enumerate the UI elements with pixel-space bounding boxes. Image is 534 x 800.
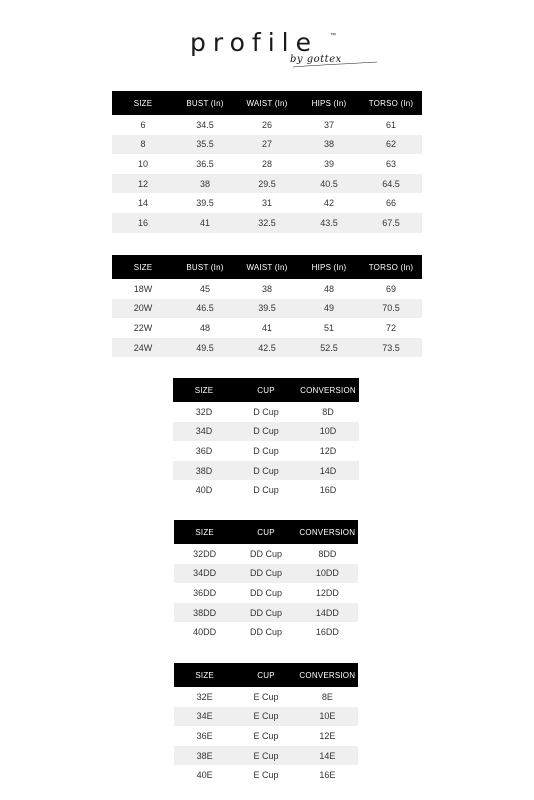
table-row: [174, 687, 358, 707]
table-cell: E Cup: [235, 707, 296, 727]
table-cell: 18W: [133, 283, 153, 294]
table-cell: E Cup: [253, 770, 279, 781]
table-cell: 10D: [297, 422, 359, 442]
header-row: [173, 378, 359, 402]
brand-name: profile: [190, 28, 318, 57]
column-header: HIPS (In): [298, 255, 360, 279]
size-chart-womens: [112, 255, 422, 357]
table-row: [174, 726, 358, 746]
column-header: HIPS (In): [298, 91, 360, 115]
table-row: [174, 707, 358, 727]
column-header: BUST (In): [174, 255, 236, 279]
column-header: SIZE: [112, 91, 174, 115]
cup-chart-dd: [174, 520, 358, 642]
size-chart-misses: [112, 91, 422, 233]
table-row: [112, 299, 422, 319]
table-row: [112, 135, 422, 155]
table-row: [174, 564, 358, 584]
table-row: [173, 461, 359, 481]
table-cell: 45: [199, 283, 210, 294]
column-header: SIZE: [174, 520, 235, 544]
table-cell: DD Cup: [249, 627, 282, 638]
table-row: [174, 622, 358, 642]
table-cell: 62: [360, 135, 422, 155]
table-cell: 10: [137, 158, 148, 169]
column-header: CUP: [235, 378, 297, 402]
table-cell: 14DD: [297, 603, 358, 623]
table-cell: E Cup: [253, 730, 279, 741]
table-row: [174, 765, 358, 785]
table-cell: 31: [261, 198, 272, 209]
table-cell: D Cup: [253, 406, 279, 417]
table-cell: 38: [261, 283, 272, 294]
table-cell: 46.5: [174, 299, 236, 319]
cup-chart-d: [173, 378, 359, 500]
table-row: [174, 603, 358, 623]
table-cell: D Cup: [235, 422, 297, 442]
table-cell: 48: [323, 283, 334, 294]
table-row: [173, 422, 359, 442]
column-header: CONVERSION: [297, 378, 359, 402]
table-cell: 28: [261, 158, 272, 169]
table-cell: 39.5: [196, 198, 214, 209]
table-cell: 64.5: [360, 174, 422, 194]
table-cell: 67.5: [360, 213, 422, 233]
table-cell: 48: [199, 322, 210, 333]
table-row: [112, 154, 422, 174]
table-cell: 38E: [174, 746, 235, 766]
table-cell: D Cup: [253, 485, 279, 496]
table-cell: 16D: [319, 485, 337, 496]
column-header: SIZE: [112, 255, 174, 279]
table-cell: 32D: [195, 406, 213, 417]
table-cell: 66: [385, 198, 396, 209]
table-row: [112, 193, 422, 213]
table-cell: 38DD: [174, 603, 235, 623]
table-row: [112, 174, 422, 194]
table-cell: 12: [112, 174, 174, 194]
table-cell: 37: [323, 119, 334, 130]
trademark-symbol: ™: [330, 33, 336, 39]
cup-chart-e: [174, 663, 358, 785]
table-cell: 38D: [173, 461, 235, 481]
table-cell: 20W: [112, 299, 174, 319]
table-cell: 10E: [297, 707, 358, 727]
column-header: SIZE: [173, 378, 235, 402]
table-cell: 40D: [195, 485, 213, 496]
brand-byline: by gottex: [290, 54, 342, 65]
table-cell: 72: [385, 322, 396, 333]
table-row: [173, 441, 359, 461]
column-header: TORSO (In): [360, 91, 422, 115]
column-header: CONVERSION: [297, 663, 358, 687]
table-cell: 32.5: [236, 213, 298, 233]
table-row: [174, 583, 358, 603]
table-cell: 16: [112, 213, 174, 233]
column-header: CUP: [235, 663, 296, 687]
table-row: [173, 480, 359, 500]
table-cell: 42.5: [236, 338, 298, 358]
column-header: BUST (In): [174, 91, 236, 115]
column-header: WAIST (In): [236, 255, 298, 279]
table-cell: 38: [174, 174, 236, 194]
table-cell: 26: [261, 119, 272, 130]
table-cell: 16DD: [315, 627, 339, 638]
table-cell: 34DD: [174, 564, 235, 584]
table-cell: 14E: [297, 746, 358, 766]
table-cell: 6: [140, 119, 146, 130]
table-cell: 27: [236, 135, 298, 155]
table-cell: 36DD: [193, 587, 217, 598]
table-cell: 42: [323, 198, 334, 209]
table-cell: 52.5: [298, 338, 360, 358]
table-row: [112, 318, 422, 338]
table-row: [112, 279, 422, 299]
table-cell: 34.5: [196, 119, 214, 130]
column-header: CONVERSION: [297, 520, 358, 544]
table-cell: D Cup: [235, 461, 297, 481]
table-cell: 41: [261, 322, 272, 333]
table-cell: E Cup: [253, 691, 279, 702]
table-cell: DD Cup: [235, 603, 296, 623]
column-header: TORSO (In): [360, 255, 422, 279]
table-cell: 49: [298, 299, 360, 319]
table-cell: 32E: [196, 691, 213, 702]
column-header: WAIST (In): [236, 91, 298, 115]
brand-logo: [190, 28, 390, 78]
table-cell: 49.5: [174, 338, 236, 358]
table-cell: 12D: [319, 445, 337, 456]
table-row: [174, 746, 358, 766]
table-cell: DD Cup: [235, 564, 296, 584]
header-row: [112, 255, 422, 279]
table-cell: 40E: [196, 770, 213, 781]
table-cell: 12DD: [315, 587, 339, 598]
header-row: [174, 520, 358, 544]
table-cell: 10DD: [297, 564, 358, 584]
header-row: [112, 91, 422, 115]
table-cell: 61: [385, 119, 396, 130]
table-cell: 63: [385, 158, 396, 169]
header-row: [174, 663, 358, 687]
table-cell: 32DD: [193, 548, 217, 559]
table-cell: 38: [298, 135, 360, 155]
table-cell: E Cup: [235, 746, 296, 766]
table-cell: 36D: [195, 445, 213, 456]
table-row: [174, 544, 358, 564]
table-cell: 8D: [322, 406, 334, 417]
column-header: SIZE: [174, 663, 235, 687]
table-cell: 39.5: [236, 299, 298, 319]
table-cell: 36.5: [196, 158, 214, 169]
table-row: [173, 402, 359, 422]
table-cell: 8: [112, 135, 174, 155]
table-cell: 14D: [297, 461, 359, 481]
table-cell: DD Cup: [249, 587, 282, 598]
table-cell: 29.5: [236, 174, 298, 194]
table-cell: D Cup: [253, 445, 279, 456]
table-cell: 43.5: [298, 213, 360, 233]
table-cell: 24W: [112, 338, 174, 358]
table-cell: 34D: [173, 422, 235, 442]
table-row: [112, 338, 422, 358]
table-cell: 73.5: [360, 338, 422, 358]
table-cell: 51: [323, 322, 334, 333]
column-header: CUP: [235, 520, 296, 544]
table-cell: 34E: [174, 707, 235, 727]
table-cell: DD Cup: [249, 548, 282, 559]
table-row: [112, 115, 422, 135]
table-cell: 35.5: [174, 135, 236, 155]
table-cell: 8DD: [318, 548, 337, 559]
table-cell: 12E: [319, 730, 336, 741]
table-cell: 8E: [321, 691, 333, 702]
table-cell: 69: [385, 283, 396, 294]
table-cell: 40.5: [298, 174, 360, 194]
table-cell: 70.5: [360, 299, 422, 319]
table-cell: 16E: [319, 770, 336, 781]
table-cell: 22W: [133, 322, 153, 333]
table-cell: 36E: [196, 730, 213, 741]
table-cell: 40DD: [193, 627, 217, 638]
table-cell: 39: [323, 158, 334, 169]
table-cell: 41: [174, 213, 236, 233]
table-row: [112, 213, 422, 233]
table-cell: 14: [137, 198, 148, 209]
